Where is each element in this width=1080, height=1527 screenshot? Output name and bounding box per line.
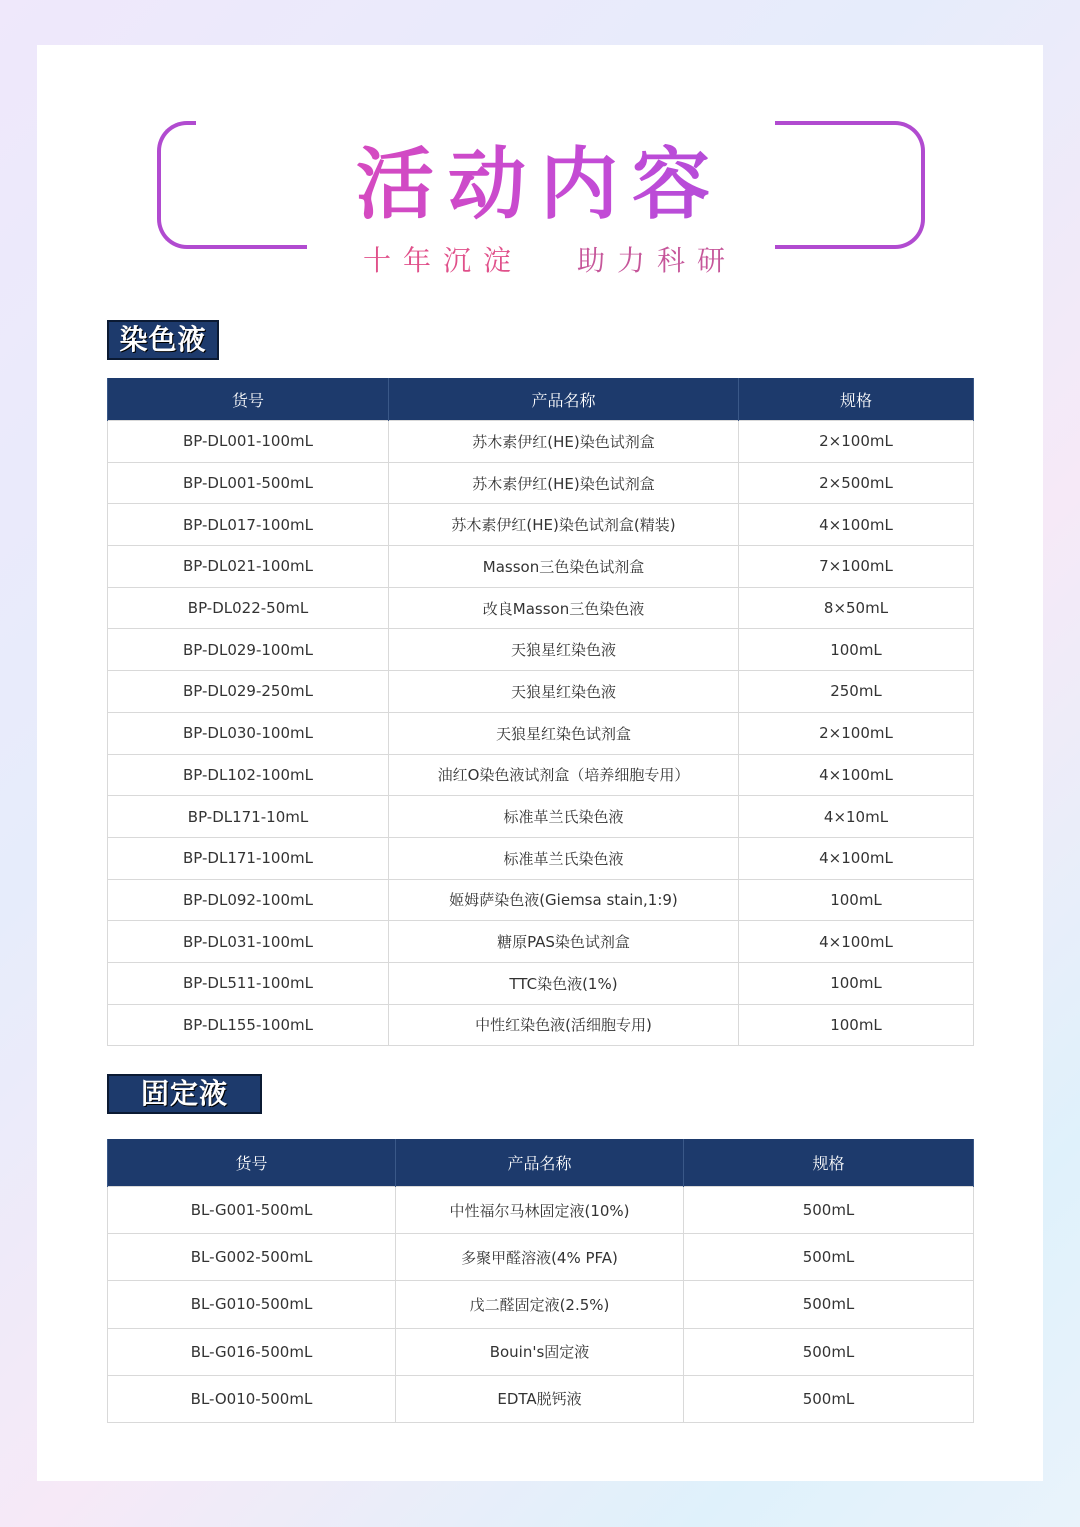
spec-cell: 4×10mL (739, 796, 974, 838)
spec-cell: 100mL (739, 879, 974, 921)
spec-cell: 100mL (739, 629, 974, 671)
sku-cell: BP-DL017-100mL (108, 504, 389, 546)
table-row (108, 712, 974, 754)
table-row (108, 421, 974, 463)
sku-cell: BL-G002-500mL (108, 1234, 396, 1281)
sku-cell: BP-DL155-100mL (108, 1004, 389, 1046)
spec-cell: 100mL (739, 1004, 974, 1046)
column-header-spec: 规格 (739, 378, 974, 421)
staining-table (107, 378, 974, 1046)
table-row (108, 962, 974, 1004)
spec-cell: 8×50mL (739, 587, 974, 629)
spec-cell: 2×100mL (739, 712, 974, 754)
product-name-cell: 苏木素伊红(HE)染色试剂盒 (389, 462, 739, 504)
product-name-cell: 姬姆萨染色液(Giemsa stain,1:9) (389, 879, 739, 921)
page-title: 活动内容 (0, 122, 1080, 234)
product-name-cell: 天狼星红染色试剂盒 (389, 712, 739, 754)
product-name-cell: 苏木素伊红(HE)染色试剂盒 (389, 421, 739, 463)
table-row (108, 587, 974, 629)
product-name-cell: 多聚甲醛溶液(4% PFA) (396, 1234, 684, 1281)
product-name-cell: Bouin's固定液 (396, 1328, 684, 1375)
product-name-cell: 天狼星红染色液 (389, 629, 739, 671)
product-name-cell: 戊二醛固定液(2.5%) (396, 1281, 684, 1328)
table-row (108, 1281, 974, 1328)
table-row (108, 879, 974, 921)
subtitle-left: 十年沉淀 (363, 244, 524, 277)
sku-cell: BP-DL031-100mL (108, 921, 389, 963)
spec-cell: 4×100mL (739, 921, 974, 963)
spec-cell: 500mL (684, 1328, 974, 1375)
spec-cell: 4×100mL (739, 504, 974, 546)
spec-cell: 250mL (739, 671, 974, 713)
spec-cell: 4×100mL (739, 754, 974, 796)
sku-cell: BL-G001-500mL (108, 1187, 396, 1234)
sku-cell: BP-DL511-100mL (108, 962, 389, 1004)
table-row (108, 1234, 974, 1281)
product-name-cell: 油红O染色液试剂盒（培养细胞专用） (389, 754, 739, 796)
table-row (108, 1328, 974, 1375)
sku-cell: BP-DL029-100mL (108, 629, 389, 671)
spec-cell: 500mL (684, 1187, 974, 1234)
frame-gap-mask (760, 244, 772, 254)
sku-cell: BL-G016-500mL (108, 1328, 396, 1375)
table-row (108, 921, 974, 963)
product-name-cell: 标准革兰氏染色液 (389, 796, 739, 838)
column-header-sku: 货号 (108, 1139, 396, 1187)
table-row (108, 837, 974, 879)
column-header-product: 产品名称 (396, 1139, 684, 1187)
product-name-cell: 糖原PAS染色试剂盒 (389, 921, 739, 963)
sku-cell: BP-DL029-250mL (108, 671, 389, 713)
spec-cell: 500mL (684, 1281, 974, 1328)
table-row (108, 504, 974, 546)
fixative-table (107, 1139, 974, 1423)
product-name-cell: 天狼星红染色液 (389, 671, 739, 713)
spec-cell: 500mL (684, 1234, 974, 1281)
sku-cell: BL-G010-500mL (108, 1281, 396, 1328)
section-tag-fixative: 固定液 (107, 1074, 262, 1114)
column-header-product: 产品名称 (389, 378, 739, 421)
product-name-cell: EDTA脱钙液 (396, 1375, 684, 1422)
subtitle-right: 助力科研 (577, 244, 738, 277)
table-row (108, 754, 974, 796)
product-name-cell: TTC染色液(1%) (389, 962, 739, 1004)
sku-cell: BL-O010-500mL (108, 1375, 396, 1422)
spec-cell: 7×100mL (739, 546, 974, 588)
sku-cell: BP-DL022-50mL (108, 587, 389, 629)
table-row (108, 1375, 974, 1422)
product-name-cell: 中性红染色液(活细胞专用) (389, 1004, 739, 1046)
section-tag-staining: 染色液 (107, 320, 219, 360)
sku-cell: BP-DL102-100mL (108, 754, 389, 796)
table-row (108, 462, 974, 504)
table-row (108, 1004, 974, 1046)
column-header-spec: 规格 (684, 1139, 974, 1187)
table-row (108, 796, 974, 838)
spec-cell: 2×100mL (739, 421, 974, 463)
spec-cell: 2×500mL (739, 462, 974, 504)
product-name-cell: 苏木素伊红(HE)染色试剂盒(精装) (389, 504, 739, 546)
sku-cell: BP-DL171-10mL (108, 796, 389, 838)
table-header-row (108, 1139, 974, 1187)
table-header-row (108, 378, 974, 421)
spec-cell: 100mL (739, 962, 974, 1004)
sku-cell: BP-DL001-500mL (108, 462, 389, 504)
sku-cell: BP-DL030-100mL (108, 712, 389, 754)
sku-cell: BP-DL021-100mL (108, 546, 389, 588)
product-name-cell: 中性福尔马林固定液(10%) (396, 1187, 684, 1234)
sku-cell: BP-DL001-100mL (108, 421, 389, 463)
sku-cell: BP-DL092-100mL (108, 879, 389, 921)
product-name-cell: 改良Masson三色染色液 (389, 587, 739, 629)
product-name-cell: 标准革兰氏染色液 (389, 837, 739, 879)
table-row (108, 1187, 974, 1234)
table-row (108, 671, 974, 713)
product-name-cell: Masson三色染色试剂盒 (389, 546, 739, 588)
column-header-sku: 货号 (108, 378, 389, 421)
table-row (108, 546, 974, 588)
sku-cell: BP-DL171-100mL (108, 837, 389, 879)
spec-cell: 4×100mL (739, 837, 974, 879)
table-row (108, 629, 974, 671)
spec-cell: 500mL (684, 1375, 974, 1422)
